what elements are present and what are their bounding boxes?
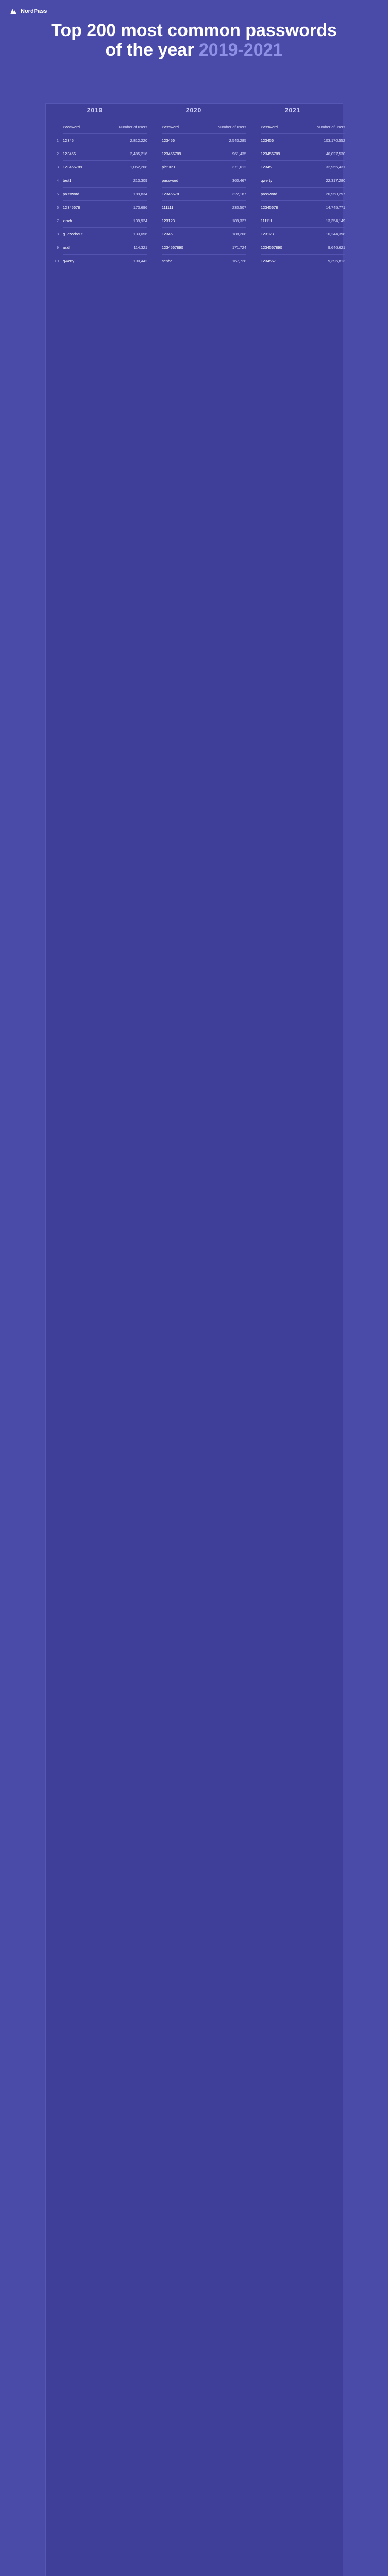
count-cell: 139,924: [133, 218, 147, 223]
table-row: [63, 147, 147, 160]
password-header: Password: [162, 125, 179, 129]
table-row: [63, 174, 147, 187]
password-cell: 1234567890: [162, 245, 183, 250]
password-cell: qwerty: [63, 259, 75, 263]
password-cell: 123456: [261, 138, 274, 143]
table-row: [261, 254, 345, 267]
title-line-2-prefix: of the year: [105, 40, 199, 60]
year-block-2021: [261, 121, 345, 267]
count-cell: 10,244,398: [326, 232, 345, 236]
password-header: Password: [63, 125, 80, 129]
table-row: [162, 133, 246, 147]
table-row: [261, 147, 345, 160]
count-cell: 13,354,149: [326, 218, 345, 223]
count-cell: 2,543,285: [229, 138, 246, 143]
count-cell: 2,812,220: [130, 138, 147, 143]
rank-number: 1: [56, 138, 59, 143]
count-cell: 14,745,771: [326, 205, 345, 210]
count-cell: 133,056: [133, 232, 147, 236]
table-row: [261, 227, 345, 241]
password-cell: qwerty: [261, 178, 273, 183]
count-header: Number of users: [217, 125, 246, 129]
title-years: 2019-2021: [198, 40, 283, 60]
count-cell: 1,052,268: [130, 165, 147, 170]
count-header: Number of users: [316, 125, 345, 129]
count-cell: 961,435: [232, 151, 246, 156]
table-row: [261, 187, 345, 200]
table-row: [63, 227, 147, 241]
count-cell: 230,507: [232, 205, 246, 210]
password-table: [45, 103, 343, 2576]
rank-number: 7: [56, 218, 59, 223]
table-row: [63, 187, 147, 200]
year-header-2019: 2019: [87, 107, 103, 114]
count-cell: 9,396,813: [328, 259, 345, 263]
brand-name: NordPass: [21, 8, 47, 14]
rank-column: [49, 121, 59, 267]
table-row: [63, 254, 147, 267]
password-cell: 111111: [261, 218, 273, 223]
table-row: [162, 241, 246, 254]
table-row: [162, 200, 246, 214]
rank-number: 8: [56, 232, 59, 236]
title-line-1: Top 200 most common passwords: [51, 21, 337, 40]
password-cell: 12345678: [261, 205, 278, 210]
table-row: [261, 133, 345, 147]
count-cell: 167,728: [232, 259, 246, 263]
password-cell: 12345678: [162, 192, 179, 196]
table-row: [63, 200, 147, 214]
year-header-2020: 2020: [185, 107, 202, 114]
password-cell: 12345: [261, 165, 272, 170]
count-cell: 2,485,216: [130, 151, 147, 156]
rank-number: 4: [56, 178, 59, 183]
count-cell: 100,442: [133, 259, 147, 263]
count-cell: 173,696: [133, 205, 147, 210]
rank-number: 2: [56, 151, 59, 156]
rank-number: 9: [56, 245, 59, 250]
password-cell: password: [261, 192, 278, 196]
year-block-2019: [63, 121, 147, 267]
page-title: [0, 21, 388, 60]
password-cell: 123456789: [63, 165, 82, 170]
password-cell: 12345: [162, 232, 173, 236]
count-cell: 114,321: [133, 245, 147, 250]
password-cell: test1: [63, 178, 72, 183]
title-line-2: [0, 40, 388, 60]
table-row: [162, 147, 246, 160]
table-row: [162, 214, 246, 227]
year-header-2021: 2021: [284, 107, 301, 114]
table-row: [162, 227, 246, 241]
table-row: [162, 160, 246, 174]
table-row: [63, 133, 147, 147]
password-header: Password: [261, 125, 278, 129]
year-headers: [45, 103, 343, 117]
count-cell: 188,268: [232, 232, 246, 236]
count-cell: 371,612: [232, 165, 246, 170]
subheader-2021: [261, 121, 345, 133]
count-cell: 20,958,297: [326, 192, 345, 196]
count-cell: 213,309: [133, 178, 147, 183]
password-cell: 123456: [63, 151, 76, 156]
password-cell: 111111: [162, 205, 174, 210]
password-cell: 123456789: [261, 151, 280, 156]
count-cell: 322,187: [232, 192, 246, 196]
subheader-2020: [162, 121, 246, 133]
password-cell: 123123: [162, 218, 175, 223]
table-row: [261, 160, 345, 174]
count-cell: 103,170,552: [324, 138, 345, 143]
password-cell: 1234567: [261, 259, 276, 263]
subheader-2019: [63, 121, 147, 133]
count-cell: 189,834: [133, 192, 147, 196]
table-row: [63, 214, 147, 227]
count-cell: 32,955,431: [326, 165, 345, 170]
password-cell: 123123: [261, 232, 274, 236]
table-row: [162, 254, 246, 267]
count-header: Number of users: [119, 125, 147, 129]
nordpass-logo-icon: [9, 7, 18, 15]
table-row: [261, 200, 345, 214]
table-row: [63, 241, 147, 254]
password-cell: 1234567890: [261, 245, 282, 250]
count-cell: 9,646,621: [328, 245, 345, 250]
rank-number: 10: [54, 259, 59, 263]
table-row: [261, 174, 345, 187]
rank-number: 5: [56, 192, 59, 196]
password-cell: 12345: [63, 138, 74, 143]
password-cell: senha: [162, 259, 173, 263]
count-cell: 22,317,280: [326, 178, 345, 183]
brand-logo: [9, 7, 47, 15]
count-cell: 189,327: [232, 218, 246, 223]
password-cell: asdf: [63, 245, 71, 250]
password-cell: g_czechout: [63, 232, 83, 236]
table-row: [261, 214, 345, 227]
table-row: [162, 174, 246, 187]
password-cell: password: [162, 178, 179, 183]
table-row: [162, 187, 246, 200]
rank-number: 3: [56, 165, 59, 170]
year-block-2020: [162, 121, 246, 267]
password-cell: zinch: [63, 218, 72, 223]
count-cell: 46,027,530: [326, 151, 345, 156]
password-cell: 12345678: [63, 205, 80, 210]
password-cell: 123456789: [162, 151, 181, 156]
count-cell: 171,724: [232, 245, 246, 250]
table-row: [261, 241, 345, 254]
rank-spacer: [49, 121, 59, 133]
password-cell: picture1: [162, 165, 176, 170]
table-row: [63, 160, 147, 174]
count-cell: 360,467: [232, 178, 246, 183]
password-cell: 123456: [162, 138, 175, 143]
password-cell: password: [63, 192, 80, 196]
rank-number: 6: [56, 205, 59, 210]
